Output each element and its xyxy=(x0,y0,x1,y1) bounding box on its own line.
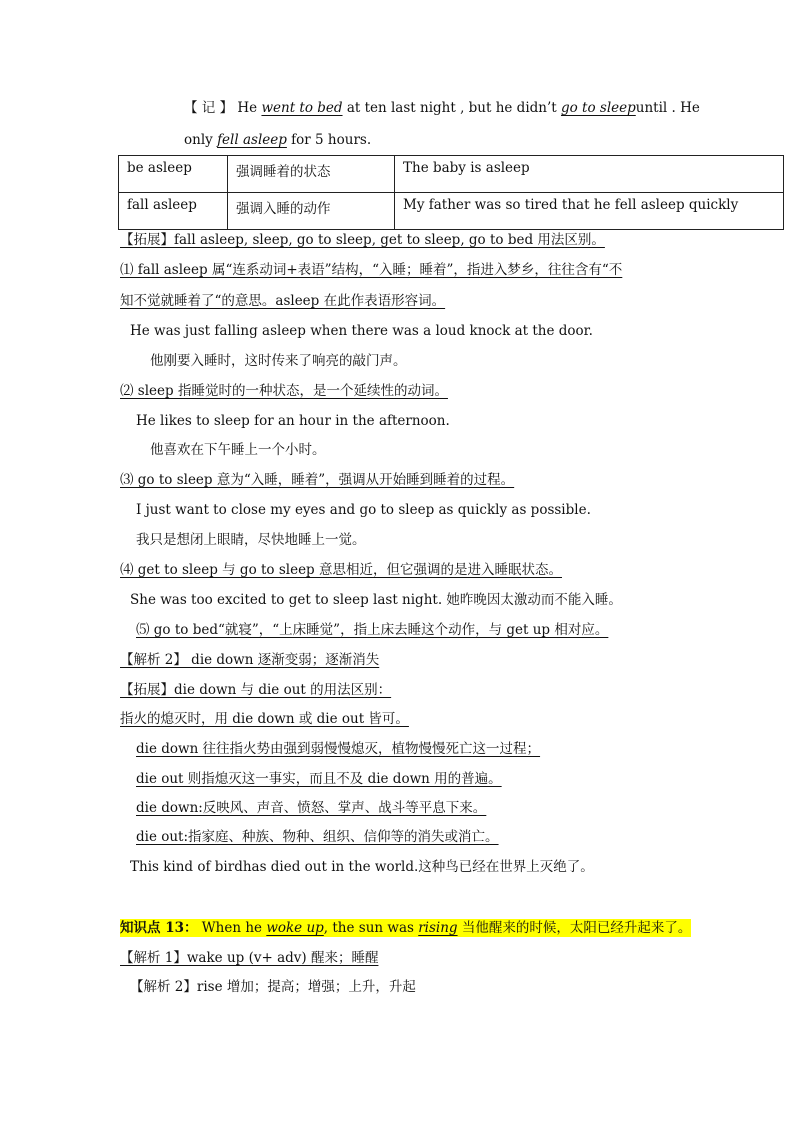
table-cell-meaning: 强调入睡的动作 xyxy=(228,193,395,230)
point-2-text: ⑵ sleep 指睡觉时的一种状态，是一个延续性的动词。 xyxy=(120,383,448,399)
table-cell-example: The baby is asleep xyxy=(395,156,784,193)
example-sentence: This kind of birdhas died out in the world.这种鸟已经在世界上灭绝了。 xyxy=(130,859,594,875)
comparison-table xyxy=(118,155,784,230)
point-3-text: ⑶ go to sleep 意为“入睡，睡着”，强调从开始睡到睡着的过程。 xyxy=(120,472,515,488)
point-1-text-cont: 知不觉就睡着了“的意思。asleep 在此作表语形容词。 xyxy=(120,293,446,309)
note-tag: 【 记 】 xyxy=(184,100,234,116)
table-cell-meaning: 强调睡着的状态 xyxy=(228,156,395,193)
analysis-1: 【解析 1】wake up (v+ adv) 醒来；睡醒 xyxy=(120,950,379,966)
go-to-sleep-phrase: go to sleep xyxy=(560,100,636,116)
table-cell-example: My father was so tired that he fell asleep quickly xyxy=(395,193,784,230)
table-cell-term: fall asleep xyxy=(119,193,228,230)
die-down-out-note: 指火的熄灭时，用 die down 或 die out 皆可。 xyxy=(120,711,409,727)
knowledge-point-13: 知识点 13： When he woke up, the sun was rising 当他醒来的时候，太阳已经升起来了。 xyxy=(120,920,692,936)
point-5-text: ⑸ go to bed“就寝”，“上床睡觉”，指上床去睡这个动作，与 get up 相对应。 xyxy=(136,622,609,638)
note-line-1: 【 记 】 He went to bed at ten last night , but he didn’t go to sleepuntil . He xyxy=(184,100,700,116)
example-sentence: She was too excited to get to sleep last night. 她昨晚因太激动而不能入睡。 xyxy=(130,592,622,608)
table-row xyxy=(119,156,784,193)
die-down-note: die down 往往指火势由强到弱慢慢熄灭，植物慢慢死亡这一过程； xyxy=(136,741,541,757)
point-1-text: ⑴ fall asleep 属“连系动词+表语”结构，“入睡；睡着”，指进入梦乡，往往含有“不 xyxy=(120,262,623,278)
woke-up-phrase: woke up xyxy=(266,920,324,936)
analysis-2: 【解析 2】rise 增加；提高；增强；上升，升起 xyxy=(130,979,416,995)
die-out-note: die out 则指熄灭这一事实，而且不及 die down 用的普遍。 xyxy=(136,771,502,787)
die-out-definition: die out:指家庭、种族、物种、组织、信仰等的消失或消亡。 xyxy=(136,829,499,845)
rising-word: rising xyxy=(418,920,458,936)
expand-heading-2: 【拓展】die down 与 die out 的用法区别： xyxy=(120,682,392,698)
expand-heading: 【拓展】fall asleep, sleep, go to sleep, get to sleep, go to bed 用法区别。 xyxy=(120,232,605,248)
note-line-2: only fell asleep for 5 hours. xyxy=(184,132,372,148)
example-sentence: I just want to close my eyes and go to sleep as quickly as possible. xyxy=(136,502,591,518)
example-translation: 我只是想闭上眼睛，尽快地睡上一觉。 xyxy=(136,532,366,548)
example-translation: 他刚要入睡时，这时传来了响亮的敲门声。 xyxy=(150,353,407,369)
example-translation: 他喜欢在下午睡上一个小时。 xyxy=(150,442,326,458)
table-row xyxy=(119,193,784,230)
went-to-bed-phrase: went to bed xyxy=(261,100,343,116)
die-down-definition: die down:反映风、声音、愤怒、掌声、战斗等平息下来。 xyxy=(136,800,487,816)
table-cell-term: be asleep xyxy=(119,156,228,193)
fell-asleep-phrase: fell asleep xyxy=(217,132,287,148)
knowledge-point-label: 知识点 13： xyxy=(120,920,198,936)
point-4-text: ⑷ get to sleep 与 go to sleep 意思相近，但它强调的是进入睡眠状态。 xyxy=(120,562,562,578)
example-sentence: He likes to sleep for an hour in the afternoon. xyxy=(136,413,450,429)
example-sentence: He was just falling asleep when there was a loud knock at the door. xyxy=(130,323,593,339)
analysis-2-heading: 【解析 2】 die down 逐渐变弱；逐渐消失 xyxy=(120,652,380,668)
